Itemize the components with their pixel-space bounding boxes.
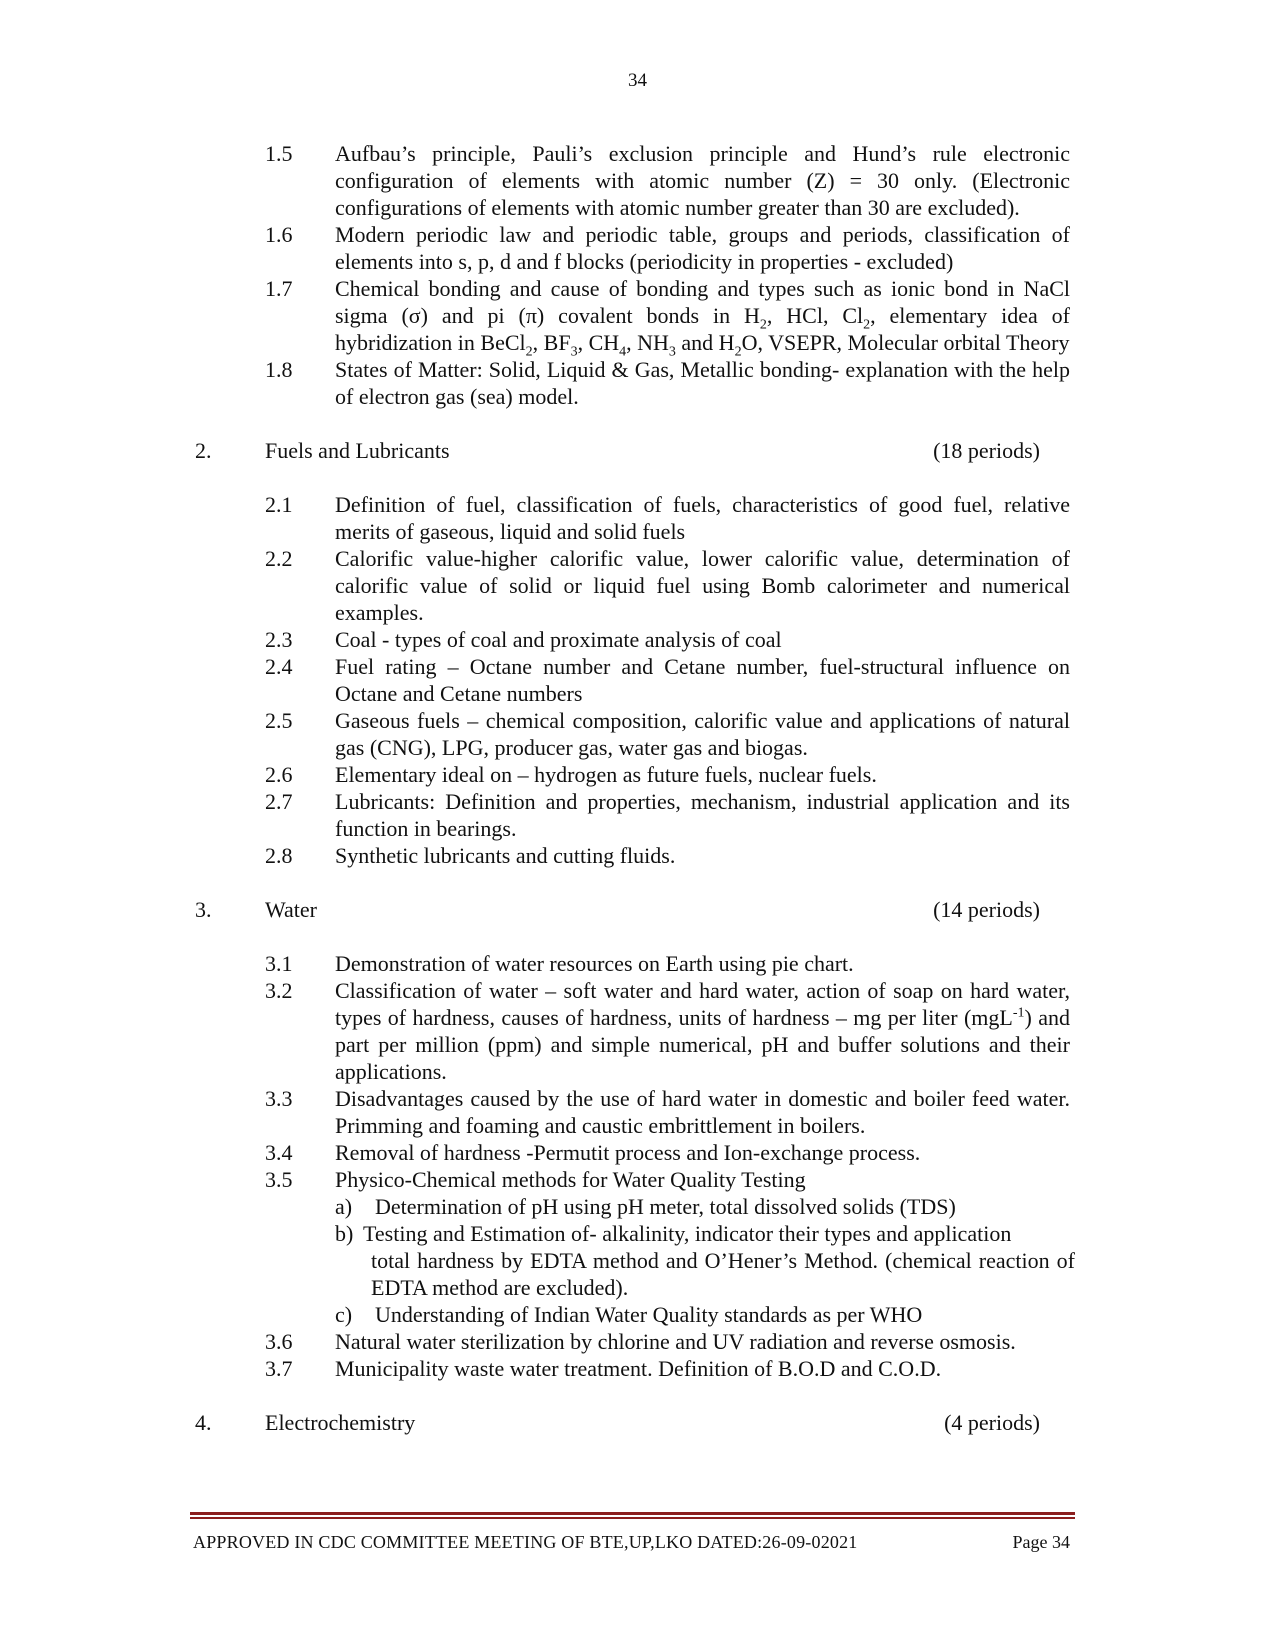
item-text-water-classification: Classification of water – soft water and hard water, action of soap on hard water, types of hardness, causes of hardness, units of hardness – mg per liter (mgL$^{-1}$) and part per million (ppm) and simple numerical, pH and buffer solutions and their applications. — [335, 978, 1070, 1084]
item-text: Aufbau’s principle, Pauli’s exclusion principle and Hund’s rule electronic configuration of elements with atomic number (Z) = 30 only. (Electronic configurations of elements with atomic number greater than 30 are excluded). — [335, 141, 1070, 220]
list-item — [265, 761, 1070, 788]
item-text: Gaseous fuels – chemical composition, calorific value and applications of natural gas (CNG), LPG, producer gas, water gas and biogas. — [335, 708, 1070, 760]
footer-approval-text: APPROVED IN CDC COMMITTEE MEETING OF BTE,UP,LKO DATED:26-09-02021 — [193, 1532, 858, 1552]
item-number: 1.6 — [265, 222, 293, 247]
section-title: Electrochemistry — [265, 1410, 416, 1435]
section-heading-fuels — [0, 437, 1275, 464]
item-number: 3.1 — [265, 951, 293, 976]
list-item — [265, 653, 1070, 707]
item-number: 3.4 — [265, 1140, 293, 1165]
item-text: Disadvantages caused by the use of hard water in domestic and boiler feed water. Primming and foaming and caustic embrittlement in boilers. — [335, 1086, 1070, 1138]
section-heading-electrochemistry — [0, 1409, 1275, 1436]
section-periods: (4 periods) — [944, 1410, 1040, 1435]
item-number: 1.8 — [265, 357, 293, 382]
list-item — [265, 1328, 1070, 1355]
section-number: 2. — [195, 438, 212, 463]
item-text: Definition of fuel, classification of fuels, characteristics of good fuel, relative merits of gaseous, liquid and solid fuels — [335, 492, 1070, 544]
list-item — [265, 977, 1070, 1085]
item-text: Removal of hardness -Permutit process and Ion-exchange process. — [335, 1140, 921, 1165]
item-number: 1.5 — [265, 141, 293, 166]
list-item — [265, 707, 1070, 761]
item-text: Physico-Chemical methods for Water Quality Testing — [335, 1167, 806, 1192]
item-number: 2.3 — [265, 627, 293, 652]
item-number: 2.7 — [265, 789, 293, 814]
list-item — [265, 275, 1070, 360]
item-number: 2.2 — [265, 546, 293, 571]
list-item — [265, 842, 1070, 869]
item-number: 3.7 — [265, 1356, 293, 1381]
section-title: Fuels and Lubricants — [265, 438, 450, 463]
item-number: 2.4 — [265, 654, 293, 679]
list-item — [265, 491, 1070, 545]
page-number: 34 — [628, 70, 647, 91]
sub-item-label: a) — [335, 1194, 353, 1219]
list-item — [265, 1139, 1070, 1166]
sub-item-text-first-line: Testing and Estimation of- alkalinity, indicator their types and application — [363, 1221, 1012, 1246]
sub-item-text: Understanding of Indian Water Quality standards as per WHO — [375, 1302, 923, 1327]
section-periods: (18 periods) — [933, 438, 1040, 463]
item-text: Synthetic lubricants and cutting fluids. — [335, 843, 676, 868]
item-text: Calorific value-higher calorific value, lower calorific value, determination of calorific value of solid or liquid fuel using Bomb calorimeter and numerical examples. — [335, 546, 1070, 625]
item-number: 3.2 — [265, 978, 293, 1003]
list-item — [265, 545, 1070, 626]
list-item — [265, 950, 1070, 977]
list-item — [265, 140, 1070, 221]
item-number: 1.7 — [265, 276, 293, 301]
item-text-chemical-bonding: Chemical bonding and cause of bonding and types such as ionic bond in NaCl sigma (σ) and pi (π) covalent bonds in $H_2$, HCl, $Cl_2$, elementary idea of hybridization in BeCl$_2$, $BF_3$, $CH_4$, $NH_3$ and $H_2O$, VSEPR, Molecular orbital Theory — [335, 276, 1070, 360]
item-text: Municipality waste water treatment. Definition of B.O.D and C.O.D. — [335, 1356, 942, 1381]
list-item — [265, 221, 1070, 275]
list-item — [265, 788, 1070, 842]
item-text: Fuel rating – Octane number and Cetane number, fuel-structural influence on Octane and Cetane numbers — [335, 654, 1070, 706]
item-text: Demonstration of water resources on Earth using pie chart. — [335, 951, 854, 976]
item-text: Coal - types of coal and proximate analysis of coal — [335, 627, 782, 652]
sub-item-text-continuation: total hardness by EDTA method and O’Hener’s Method. (chemical reaction of EDTA method are excluded). — [371, 1248, 1075, 1300]
list-item — [265, 626, 1070, 653]
list-item — [265, 1355, 1070, 1382]
item-number: 3.6 — [265, 1329, 293, 1354]
sub-item — [335, 1301, 1075, 1328]
list-item — [265, 1166, 1070, 1193]
list-item — [265, 356, 1070, 410]
item-number: 2.1 — [265, 492, 293, 517]
item-number: 3.5 — [265, 1167, 293, 1192]
item-text: Natural water sterilization by chlorine and UV radiation and reverse osmosis. — [335, 1329, 1016, 1354]
list-item — [265, 1085, 1070, 1139]
sub-item-label: b) — [335, 1221, 354, 1246]
section-number: 3. — [195, 897, 212, 922]
item-text: Lubricants: Definition and properties, mechanism, industrial application and its function in bearings. — [335, 789, 1070, 841]
footer-rule-bottom — [190, 1517, 1075, 1519]
section-title: Water — [265, 897, 317, 922]
item-text: Modern periodic law and periodic table, groups and periods, classification of elements into s, p, d and f blocks (periodicity in properties - excluded) — [335, 222, 1070, 274]
sub-item-label: c) — [335, 1302, 353, 1327]
document-body — [0, 140, 1275, 1463]
sub-item-text: Determination of pH using pH meter, total dissolved solids (TDS) — [375, 1194, 956, 1219]
item-text: States of Matter: Solid, Liquid & Gas, Metallic bonding- explanation with the help of electron gas (sea) model. — [335, 357, 1070, 409]
item-number: 3.3 — [265, 1086, 293, 1111]
footer-rule — [190, 1512, 1075, 1519]
item-number: 2.6 — [265, 762, 293, 787]
section-heading-water — [0, 896, 1275, 923]
item-number: 2.5 — [265, 708, 293, 733]
item-number: 2.8 — [265, 843, 293, 868]
item-text: Elementary ideal on – hydrogen as future fuels, nuclear fuels. — [335, 762, 877, 787]
section-periods: (14 periods) — [933, 897, 1040, 922]
sub-item — [335, 1220, 1075, 1301]
footer-page-number: Page 34 — [1012, 1532, 1070, 1552]
section-number: 4. — [195, 1410, 212, 1435]
sub-item — [335, 1193, 1075, 1220]
